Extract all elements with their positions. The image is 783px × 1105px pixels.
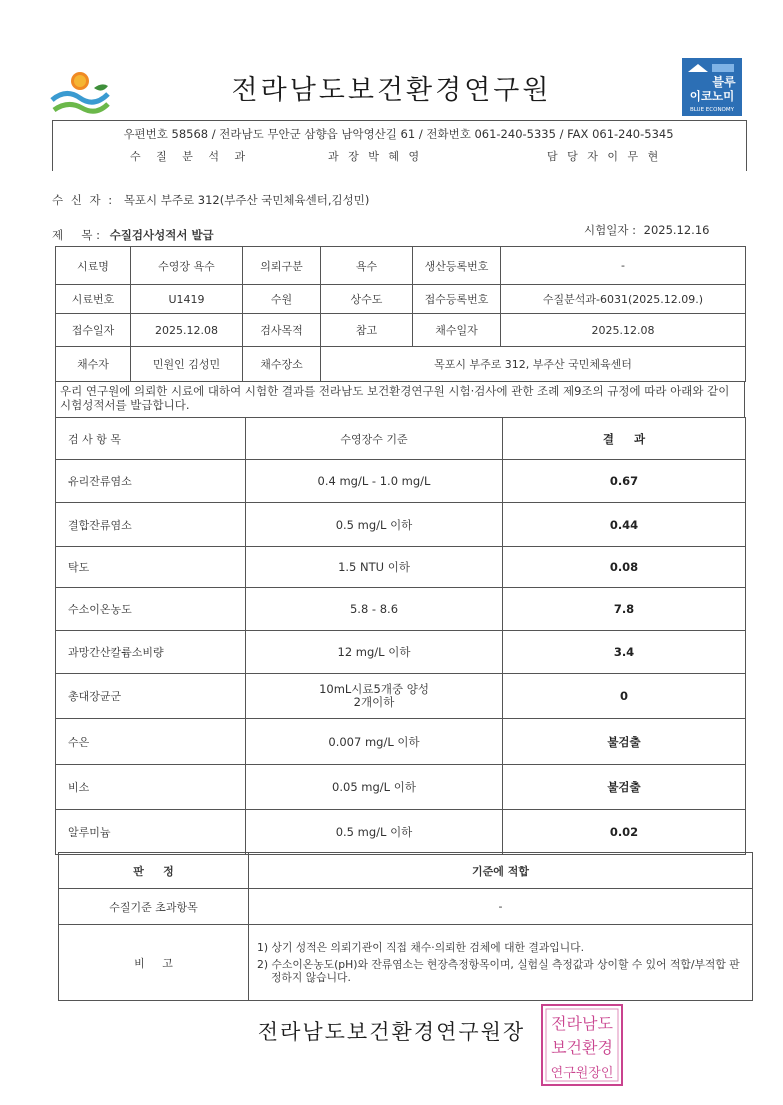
remark-2: 2) 수소이온농도(pH)와 잔류염소는 현장측정항목이며, 실험실 측정값과 상이할 수 있어 적합/부적합 판정하지 않습니다. (257, 958, 740, 984)
sample-no-label: 시료번호 (56, 285, 131, 314)
manager-name: 담 당 자 이 무 현 (547, 150, 662, 163)
receipt-reg-label: 접수등록번호 (413, 285, 501, 314)
subject-line (52, 227, 214, 243)
remark-1: 1) 상기 성적은 의뢰기관이 직접 채수·의뢰한 검체에 대한 결과입니다. (257, 941, 585, 954)
test-item-name: 탁도 (56, 547, 246, 588)
recipient-line (52, 192, 369, 208)
test-item-standard: 5.8 - 8.6 (246, 588, 503, 631)
address-line: 우편번호 58568 / 전라남도 무안군 삼향읍 남악영산길 61 / 전화번호 061-240-5335 / FAX 061-240-5345 (123, 127, 674, 141)
purpose-label: 검사목적 (243, 314, 321, 347)
seal-line2: 보건환경 (551, 1038, 613, 1057)
table-row (56, 719, 746, 765)
recipient-value: 목포시 부주로 312(부주산 국민체육센터,김성민) (123, 193, 370, 207)
blue-economy-logo-icon (682, 58, 742, 116)
subject-label: 제 목 : (52, 228, 101, 242)
test-item-name: 비소 (56, 765, 246, 810)
table-row (56, 547, 746, 588)
test-item-standard: 0.5 mg/L 이하 (246, 810, 503, 855)
table-row (56, 460, 746, 503)
judgement-value: 기준에 적합 (249, 853, 753, 889)
test-item-standard: 0.007 mg/L 이하 (246, 719, 503, 765)
collect-date-value: 2025.12.08 (501, 314, 746, 347)
collect-place-label: 채수장소 (243, 347, 321, 382)
collector-value: 민원인 김성민 (131, 347, 243, 382)
test-item-result: 0.44 (503, 503, 746, 547)
source-label: 수원 (243, 285, 321, 314)
test-item-result: 0.67 (503, 460, 746, 503)
test-item-name: 총대장균군 (56, 674, 246, 719)
seal-line1: 전라남도 (551, 1014, 613, 1033)
request-type-label: 의뢰구분 (243, 247, 321, 285)
test-item-name: 유리잔류염소 (56, 460, 246, 503)
issuer-name: 전라남도보건환경연구원장 (257, 1020, 526, 1044)
results-table (55, 417, 746, 855)
table-row (56, 631, 746, 674)
collect-date-label: 채수일자 (413, 314, 501, 347)
judgement-label: 판 정 (59, 853, 249, 889)
test-item-result: 3.4 (503, 631, 746, 674)
chief-name: 과 장 박 혜 영 (328, 150, 423, 163)
issuance-notice: 우리 연구원에 의뢰한 시료에 대하여 시험한 결과를 전라남도 보건환경연구원 시험·검사에 관한 조례 제9조의 규정에 따라 아래와 같이 시험성적서를 발급합니다. (55, 381, 745, 417)
header-result: 결 과 (503, 418, 746, 460)
prod-reg-value: - (501, 247, 746, 285)
badge-line1: 블루 (712, 75, 736, 89)
test-item-name: 결합잔류염소 (56, 503, 246, 547)
table-row (56, 674, 746, 719)
receipt-date-value: 2025.12.08 (131, 314, 243, 347)
receipt-reg-value: 수질분석과-6031(2025.12.09.) (501, 285, 746, 314)
test-item-name: 알루미늄 (56, 810, 246, 855)
badge-line2: 이코노미 (689, 89, 735, 103)
collector-label: 채수자 (56, 347, 131, 382)
test-item-result: 7.8 (503, 588, 746, 631)
test-item-standard: 0.05 mg/L 이하 (246, 765, 503, 810)
header-item: 검 사 항 목 (56, 418, 246, 460)
seal-line3: 연구원장인 (550, 1066, 614, 1081)
test-date-label: 시험일자 : (584, 223, 636, 237)
test-item-result: 불검출 (503, 765, 746, 810)
sample-name-value: 수영장 욕수 (131, 247, 243, 285)
source-value: 상수도 (321, 285, 413, 314)
table-row (56, 810, 746, 855)
test-item-result: 0.08 (503, 547, 746, 588)
table-row (56, 588, 746, 631)
judgement-table (58, 852, 753, 1001)
subject-value: 수질검사성적서 발급 (109, 228, 214, 242)
header-standard: 수영장수 기준 (246, 418, 503, 460)
table-row (56, 765, 746, 810)
sample-info-table (55, 246, 746, 382)
test-date-line (584, 222, 709, 238)
purpose-value: 참고 (321, 314, 413, 347)
test-item-standard: 10mL시료5개중 양성2개이하 (246, 674, 503, 719)
test-item-name: 수소이온농도 (56, 588, 246, 631)
remarks-label: 비 고 (59, 925, 249, 1001)
dept-name: 수 질 분 석 과 (130, 150, 252, 163)
exceed-label: 수질기준 초과항목 (59, 889, 249, 925)
collect-place-value: 목포시 부주로 312, 부주산 국민체육센터 (321, 347, 746, 382)
test-item-standard: 1.5 NTU 이하 (246, 547, 503, 588)
test-item-name: 수은 (56, 719, 246, 765)
test-item-standard: 0.4 mg/L - 1.0 mg/L (246, 460, 503, 503)
blue-economy-badge (682, 58, 742, 116)
remarks-notes (249, 925, 753, 1001)
prod-reg-label: 생산등록번호 (413, 247, 501, 285)
exceed-value: - (249, 889, 753, 925)
test-item-result: 0.02 (503, 810, 746, 855)
table-row (56, 503, 746, 547)
test-item-result: 불검출 (503, 719, 746, 765)
sample-no-value: U1419 (131, 285, 243, 314)
official-seal-icon (540, 1003, 624, 1087)
test-date-value: 2025.12.16 (643, 223, 710, 237)
test-item-standard: 12 mg/L 이하 (246, 631, 503, 674)
test-item-standard: 0.5 mg/L 이하 (246, 503, 503, 547)
test-item-name: 과망간산칼륨소비량 (56, 631, 246, 674)
recipient-label: 수 신 자 : (52, 193, 115, 207)
badge-line3: BLUE ECONOMY (689, 107, 735, 113)
sample-name-label: 시료명 (56, 247, 131, 285)
institute-title: 전라남도보건환경연구원 (231, 75, 552, 106)
test-item-result: 0 (503, 674, 746, 719)
receipt-date-label: 접수일자 (56, 314, 131, 347)
request-type-value: 욕수 (321, 247, 413, 285)
